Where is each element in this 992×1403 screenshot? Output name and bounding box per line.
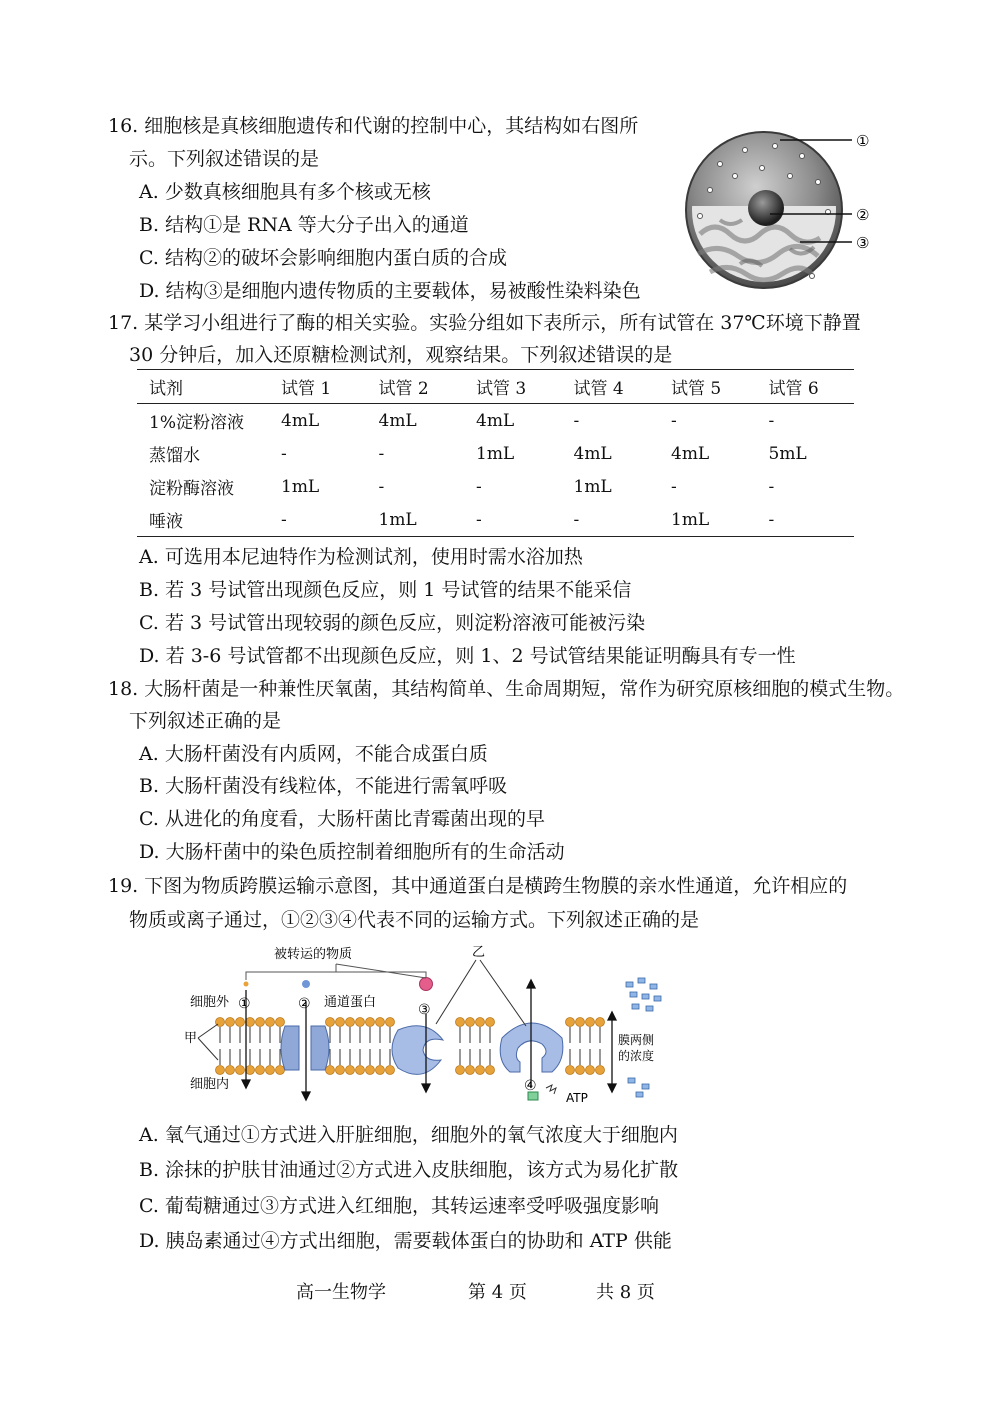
q16-stem-line1: [108, 113, 638, 139]
q19-stem-line2: 物质或离子通过，①②③④代表不同的运输方式。下列叙述正确的是: [129, 909, 700, 931]
option-text: 大肠杆菌没有内质网，不能合成蛋白质: [164, 743, 488, 765]
figure-label-1: ①: [856, 132, 870, 150]
marker-2: ②: [298, 996, 311, 1012]
high-concentration-particles: [626, 978, 661, 1011]
marker-1: ①: [238, 996, 251, 1012]
option-text: 结构③是细胞内遗传物质的主要载体，易被酸性染料染色: [165, 280, 641, 302]
yi-label: 乙: [472, 945, 486, 960]
table-cell: -: [573, 410, 580, 431]
figure-label-3: ③: [856, 234, 870, 252]
nucleus-figure: [680, 124, 880, 304]
channel-protein-right: [311, 1026, 329, 1070]
table-row: [137, 437, 854, 470]
table-cell: 4mL: [671, 443, 710, 464]
table-cell: 1mL: [378, 509, 417, 530]
option-key: B.: [139, 1159, 160, 1181]
q18-stem-text: 大肠杆菌是一种兼性厌氧菌，其结构简单、生命周期短，常作为研究原核细胞的模式生物。: [144, 678, 905, 700]
option-text: 从进化的角度看，大肠杆菌比青霉菌出现的早: [164, 808, 545, 830]
q16-number: 16.: [108, 115, 139, 137]
option-text: 涂抹的护肤甘油通过②方式进入皮肤细胞，该方式为易化扩散: [165, 1159, 679, 1181]
table-cell: 蒸馏水: [149, 446, 200, 466]
table-header-row: [137, 370, 854, 404]
footer-page: 第 4 页: [468, 1282, 527, 1303]
table-cell: 1mL: [281, 476, 320, 497]
table-cell: 1%淀粉溶液: [149, 413, 244, 433]
q19-option-a: [139, 1122, 678, 1148]
option-text: 结构②的破坏会影响细胞内蛋白质的合成: [164, 247, 507, 269]
table-header: 试剂: [149, 379, 183, 399]
q19-number: 19.: [108, 875, 139, 897]
option-key: C.: [139, 1195, 159, 1217]
option-key: C.: [139, 808, 159, 830]
inside-label: 细胞内: [190, 1077, 230, 1092]
table-cell: -: [671, 410, 677, 431]
option-key: B.: [139, 579, 160, 601]
table-cell: 4mL: [476, 410, 515, 431]
q17-stem-text: 某学习小组进行了酶的相关实验。实验分组如下表所示，所有试管在 37℃环境下静置: [144, 312, 861, 334]
table-cell: 淀粉酶溶液: [149, 479, 234, 499]
table-cell: 1mL: [573, 476, 612, 497]
membrane-transport-diagram: [180, 938, 680, 1108]
footer-subject: 高一生物学: [296, 1282, 386, 1303]
option-key: B.: [139, 214, 160, 236]
q17-option-d: [139, 643, 796, 669]
option-text: 大肠杆菌中的染色质控制着细胞所有的生命活动: [165, 841, 565, 863]
table-cell: -: [768, 410, 775, 431]
q16-option-d: [139, 278, 641, 304]
table-cell: -: [281, 443, 287, 464]
q17-option-a: [139, 544, 583, 570]
table-cell: -: [768, 476, 775, 497]
option-text: 胰岛素通过④方式出细胞，需要载体蛋白的协助和 ATP 供能: [165, 1230, 672, 1252]
q16-option-b: [139, 212, 469, 238]
q18-option-b: [139, 773, 507, 799]
table-row: [137, 404, 854, 438]
table-cell: 1mL: [476, 443, 515, 464]
concentration-label-2: 的浓度: [618, 1049, 655, 1063]
option-text: 少数真核细胞具有多个核或无核: [164, 181, 431, 203]
concentration-label-1: 膜两侧: [618, 1033, 655, 1047]
jia-label: 甲: [184, 1031, 198, 1046]
option-text: 若 3 号试管出现较弱的颜色反应，则淀粉溶液可能被污染: [164, 612, 646, 634]
option-key: D.: [139, 1230, 160, 1252]
option-key: D.: [139, 645, 160, 667]
q17-option-b: [139, 577, 631, 603]
substance-small: [244, 982, 249, 987]
channel-protein-label: 通道蛋白: [324, 995, 377, 1010]
table-header: 试管 6: [768, 379, 819, 399]
q17-stem-line1: [108, 310, 861, 336]
outside-label: 细胞外: [190, 995, 230, 1010]
table-cell: -: [671, 476, 677, 497]
substance-medium: [302, 980, 310, 988]
q19-option-b: [139, 1157, 678, 1183]
substance-label: 被转运的物质: [274, 947, 353, 962]
marker-4: ④: [524, 1078, 537, 1094]
table-header: 试管 4: [573, 379, 624, 399]
option-text: 结构①是 RNA 等大分子出入的通道: [165, 214, 469, 236]
nucleolus: [748, 190, 784, 226]
q18-option-c: [139, 806, 545, 832]
atp-label: ATP: [566, 1091, 588, 1105]
q17-number: 17.: [108, 312, 139, 334]
channel-protein-left: [281, 1026, 299, 1070]
table-cell: 4mL: [281, 410, 320, 431]
option-key: C.: [139, 247, 159, 269]
table-cell: -: [281, 509, 287, 530]
table-header: 试管 1: [281, 379, 332, 399]
q16-stem-text: 细胞核是真核细胞遗传和代谢的控制中心，其结构如右图所: [144, 115, 639, 137]
table-cell: -: [573, 509, 580, 530]
table-row: [137, 470, 854, 503]
q18-option-d: [139, 839, 565, 865]
option-text: 氧气通过①方式进入肝脏细胞，细胞外的氧气浓度大于细胞内: [164, 1124, 678, 1146]
option-text: 若 3 号试管出现颜色反应，则 1 号试管的结果不能采信: [165, 579, 632, 601]
option-text: 葡萄糖通过③方式进入红细胞，其转运速率受呼吸强度影响: [164, 1195, 659, 1217]
carrier-protein-3: [392, 1026, 443, 1075]
option-key: D.: [139, 841, 160, 863]
table-cell: -: [768, 509, 775, 530]
q18-stem-line2: 下列叙述正确的是: [129, 710, 282, 732]
option-key: C.: [139, 612, 159, 634]
low-concentration-particles: [628, 1078, 649, 1097]
q19-option-d: [139, 1228, 672, 1254]
q18-stem-line1: [108, 676, 904, 702]
figure-label-2: ②: [856, 206, 870, 224]
table-cell: -: [476, 509, 482, 530]
table-cell: -: [476, 476, 482, 497]
option-key: A.: [139, 181, 159, 203]
option-text: 可选用本尼迪特作为检测试剂，使用时需水浴加热: [164, 546, 583, 568]
q16-stem-line2: 示。下列叙述错误的是: [129, 148, 320, 170]
table-header: 试管 5: [671, 379, 722, 399]
option-text: 大肠杆菌没有线粒体，不能进行需氧呼吸: [165, 775, 508, 797]
table-row: [137, 503, 854, 537]
table-cell: 4mL: [573, 443, 612, 464]
table-cell: -: [378, 476, 385, 497]
footer-total: 共 8 页: [596, 1282, 655, 1303]
table-cell: 5mL: [768, 443, 807, 464]
q16-option-a: [139, 179, 431, 205]
q17-option-c: [139, 610, 645, 636]
q17-stem-line2: 30 分钟后，加入还原糖检测试剂，观察结果。下列叙述错误的是: [129, 344, 673, 366]
option-key: B.: [139, 775, 160, 797]
substance-large: [420, 978, 433, 991]
q16-option-c: [139, 245, 507, 271]
option-key: A.: [139, 1124, 159, 1146]
table-cell: 4mL: [378, 410, 417, 431]
q19-stem-text: 下图为物质跨膜运输示意图，其中通道蛋白是横跨生物膜的亲水性通道，允许相应的: [144, 875, 848, 897]
marker-3: ③: [418, 1002, 431, 1018]
table-cell: -: [378, 443, 385, 464]
q18-number: 18.: [108, 678, 139, 700]
option-key: A.: [139, 546, 159, 568]
reagent-table: [137, 369, 854, 537]
table-header: 试管 2: [378, 379, 429, 399]
q19-stem-line1: [108, 873, 847, 899]
table-cell: 唾液: [149, 512, 183, 532]
q18-option-a: [139, 741, 488, 767]
table-header: 试管 3: [476, 379, 527, 399]
option-key: D.: [139, 280, 160, 302]
table-cell: 1mL: [671, 509, 710, 530]
option-key: A.: [139, 743, 159, 765]
q19-option-c: [139, 1193, 659, 1219]
option-text: 若 3-6 号试管都不出现颜色反应，则 1、2 号试管结果能证明酶具有专一性: [165, 645, 796, 667]
